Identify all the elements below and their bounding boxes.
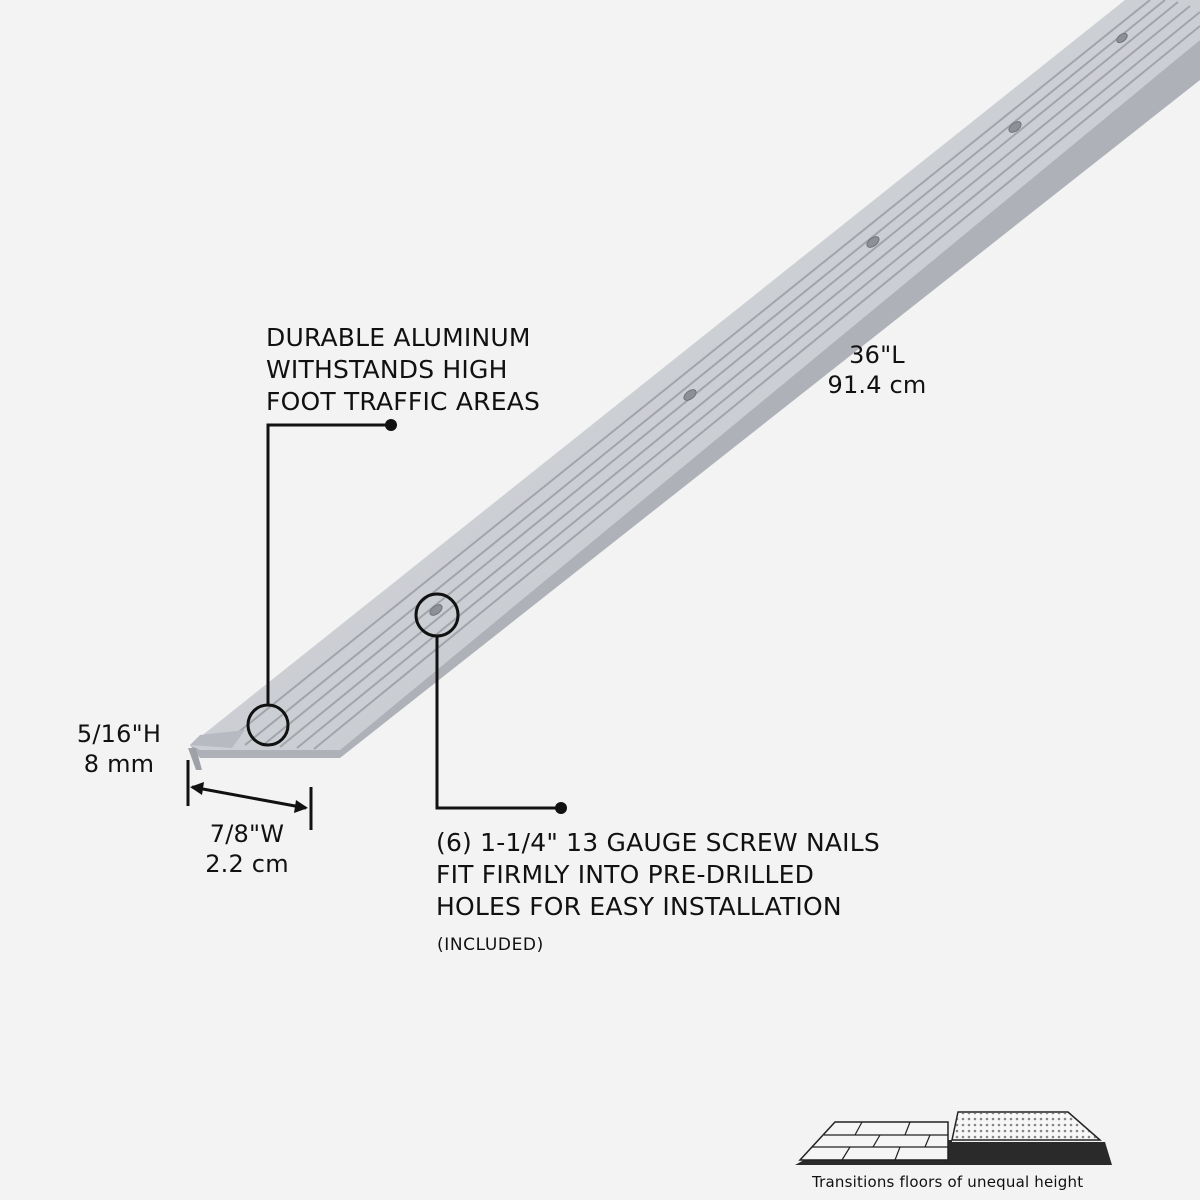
nails-included-note: (INCLUDED) [437,935,544,955]
height-metric: 8 mm [83,750,155,778]
length-dimension-label [812,340,942,400]
height-imperial: 5/16"H [76,720,162,748]
transition-caption: Transitions floors of unequal height [812,1173,1084,1191]
length-metric: 91.4 cm [827,371,927,399]
nails-callout-text [436,827,880,923]
callout-line: DURABLE ALUMINUM [266,323,531,352]
height-dimension-label [64,719,174,779]
callout-line: FOOT TRAFFIC AREAS [266,387,541,416]
callout-line: WITHSTANDS HIGH [266,355,508,384]
length-imperial: 36"L [849,341,905,369]
width-metric: 2.2 cm [205,850,289,878]
aluminum-callout-text [266,322,540,418]
aluminum-callout-dot [385,419,397,431]
floor-transition-icon [795,1112,1112,1165]
callout-line: HOLES FOR EASY INSTALLATION [436,892,842,921]
width-imperial: 7/8"W [209,820,285,848]
width-dimension-label [182,819,312,879]
callout-line: FIT FIRMLY INTO PRE-DRILLED [436,860,815,889]
callout-line: (6) 1-1/4" 13 GAUGE SCREW NAILS [436,828,880,857]
nails-callout-dot [555,802,567,814]
